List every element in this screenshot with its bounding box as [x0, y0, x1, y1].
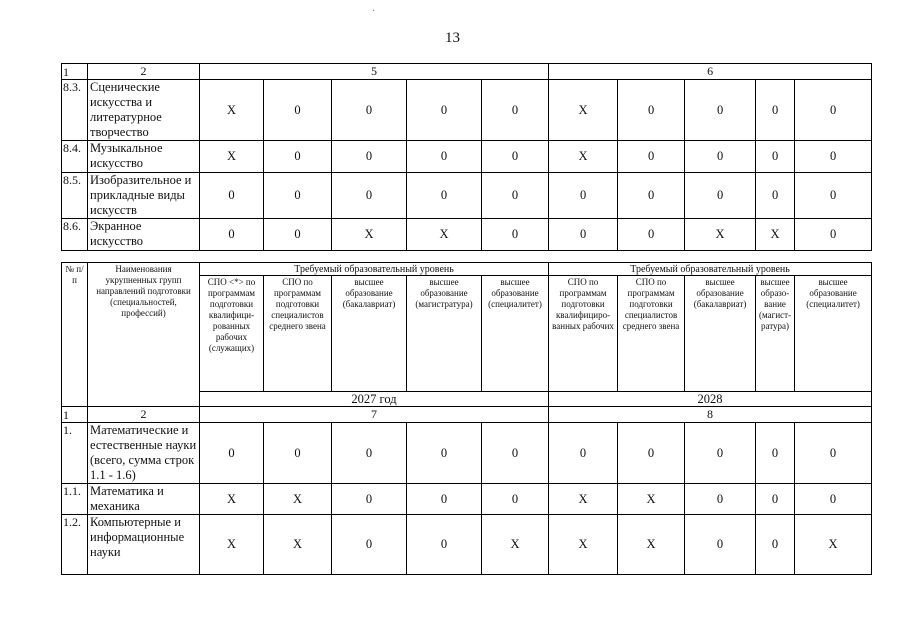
- row-name: Музыкальное искусство: [88, 141, 200, 173]
- cell-value: X: [549, 515, 618, 575]
- cell-value: 0: [407, 515, 482, 575]
- name-header: Наименования укрупненных групп направлений подготовки (специальностей, профессий): [88, 263, 200, 407]
- sub-header: СПО <*> по программам подготовки квалифици-рованных рабочих (служащих): [200, 276, 264, 392]
- page-number: 13: [445, 30, 460, 46]
- sub-header: высшее образование (бакалавриат): [685, 276, 756, 392]
- sub-header: СПО по программам подготовки специалистов среднего звена: [618, 276, 685, 392]
- table-row: [62, 423, 872, 484]
- row-name: Сценические искусства и литературное творчество: [88, 80, 200, 141]
- cell-value: 0: [756, 515, 795, 575]
- cell-value: 0: [685, 423, 756, 484]
- cell-value: X: [264, 484, 332, 515]
- cell-value: 0: [685, 515, 756, 575]
- cell-value: 0: [332, 423, 407, 484]
- cell-value: 0: [549, 423, 618, 484]
- cell-value: X: [482, 515, 549, 575]
- sub-header: СПО по программам подготовки специалистов среднего звена: [264, 276, 332, 392]
- cell-value: 0: [482, 141, 549, 173]
- cell-value: 0: [549, 173, 618, 219]
- cell-value: 0: [264, 219, 332, 251]
- col-number: 2: [88, 407, 200, 423]
- cell-value: 0: [407, 484, 482, 515]
- cell-value: 0: [685, 80, 756, 141]
- table-continuation: [61, 63, 872, 251]
- cell-value: 0: [264, 141, 332, 173]
- cell-value: X: [756, 219, 795, 251]
- cell-value: 0: [756, 423, 795, 484]
- cell-value: 0: [795, 80, 872, 141]
- sub-header: СПО по программам подготовки квалифициро-ванных рабочих: [549, 276, 618, 392]
- row-name: Математические и естественные науки (всего, сумма строк 1.1 - 1.6): [88, 423, 200, 484]
- col-number: 2: [88, 64, 200, 80]
- row-number: 1.2.: [62, 515, 88, 575]
- cell-value: 0: [795, 423, 872, 484]
- cell-value: X: [618, 515, 685, 575]
- row-number: 1.1.: [62, 484, 88, 515]
- row-name: Компьютерные и информационные науки: [88, 515, 200, 575]
- sub-header: высшее образо-вание (магист-ратура): [756, 276, 795, 392]
- cell-value: 0: [482, 219, 549, 251]
- cell-value: X: [200, 484, 264, 515]
- cell-value: 0: [407, 80, 482, 141]
- cell-value: 0: [264, 80, 332, 141]
- sub-header: высшее образование (специалитет): [795, 276, 872, 392]
- group-header: Требуемый образовательный уровень: [549, 263, 872, 276]
- cell-value: 0: [482, 173, 549, 219]
- cell-value: 0: [332, 80, 407, 141]
- year-label: 2028: [549, 392, 872, 407]
- column-number-row: [62, 407, 872, 423]
- group-header: Требуемый образовательный уровень: [200, 263, 549, 276]
- cell-value: 0: [685, 141, 756, 173]
- cell-value: 0: [264, 173, 332, 219]
- cell-value: 0: [407, 173, 482, 219]
- cell-value: X: [200, 515, 264, 575]
- cell-value: 0: [332, 515, 407, 575]
- table-row: [62, 80, 872, 141]
- cell-value: 0: [756, 484, 795, 515]
- table-education-levels: [61, 262, 872, 575]
- cell-value: 0: [795, 141, 872, 173]
- col-number: 8: [549, 407, 872, 423]
- row-number: 1.: [62, 423, 88, 484]
- sub-header: высшее образование (магистратура): [407, 276, 482, 392]
- cell-value: 0: [200, 423, 264, 484]
- col-number: 6: [549, 64, 872, 80]
- row-name: Математика и механика: [88, 484, 200, 515]
- cell-value: X: [685, 219, 756, 251]
- column-number-row: [62, 64, 872, 80]
- cell-value: 0: [618, 80, 685, 141]
- col-number: 1: [62, 407, 88, 423]
- cell-value: 0: [795, 484, 872, 515]
- cell-value: 0: [407, 423, 482, 484]
- sub-header: высшее образование (специалитет): [482, 276, 549, 392]
- table-row: [62, 141, 872, 173]
- row-number: 8.5.: [62, 173, 88, 219]
- cell-value: 0: [407, 141, 482, 173]
- cell-value: 0: [756, 173, 795, 219]
- cell-value: 0: [685, 484, 756, 515]
- row-number: 8.3.: [62, 80, 88, 141]
- table-row: [62, 219, 872, 251]
- year-label: 2027 год: [200, 392, 549, 407]
- cell-value: X: [795, 515, 872, 575]
- cell-value: 0: [200, 173, 264, 219]
- cell-value: 0: [482, 423, 549, 484]
- cell-value: 0: [332, 484, 407, 515]
- cell-value: X: [200, 80, 264, 141]
- cell-value: 0: [795, 173, 872, 219]
- cell-value: 0: [618, 219, 685, 251]
- col-number: 5: [200, 64, 549, 80]
- cell-value: 0: [549, 219, 618, 251]
- cell-value: X: [618, 484, 685, 515]
- table-row: [62, 515, 872, 575]
- cell-value: 0: [332, 141, 407, 173]
- top-mark: ·: [372, 6, 376, 17]
- cell-value: 0: [264, 423, 332, 484]
- table-row: [62, 173, 872, 219]
- cell-value: 0: [200, 219, 264, 251]
- table-row: [62, 484, 872, 515]
- cell-value: X: [200, 141, 264, 173]
- col-number: 1: [62, 64, 88, 80]
- cell-value: 0: [795, 219, 872, 251]
- row-number: 8.6.: [62, 219, 88, 251]
- cell-value: X: [549, 80, 618, 141]
- cell-value: 0: [756, 141, 795, 173]
- cell-value: 0: [756, 80, 795, 141]
- cell-value: 0: [332, 173, 407, 219]
- cell-value: X: [549, 484, 618, 515]
- cell-value: 0: [618, 173, 685, 219]
- sub-header: высшее образование (бакалавриат): [332, 276, 407, 392]
- cell-value: 0: [618, 141, 685, 173]
- cell-value: X: [407, 219, 482, 251]
- col-number: 7: [200, 407, 549, 423]
- cell-value: X: [332, 219, 407, 251]
- cell-value: 0: [482, 80, 549, 141]
- cell-value: X: [549, 141, 618, 173]
- cell-value: X: [264, 515, 332, 575]
- num-header: № п/п: [62, 263, 88, 407]
- cell-value: 0: [685, 173, 756, 219]
- row-name: Экранное искусство: [88, 219, 200, 251]
- row-name: Изобразительное и прикладные виды искусств: [88, 173, 200, 219]
- group-header-row: [62, 263, 872, 276]
- cell-value: 0: [482, 484, 549, 515]
- cell-value: 0: [618, 423, 685, 484]
- row-number: 8.4.: [62, 141, 88, 173]
